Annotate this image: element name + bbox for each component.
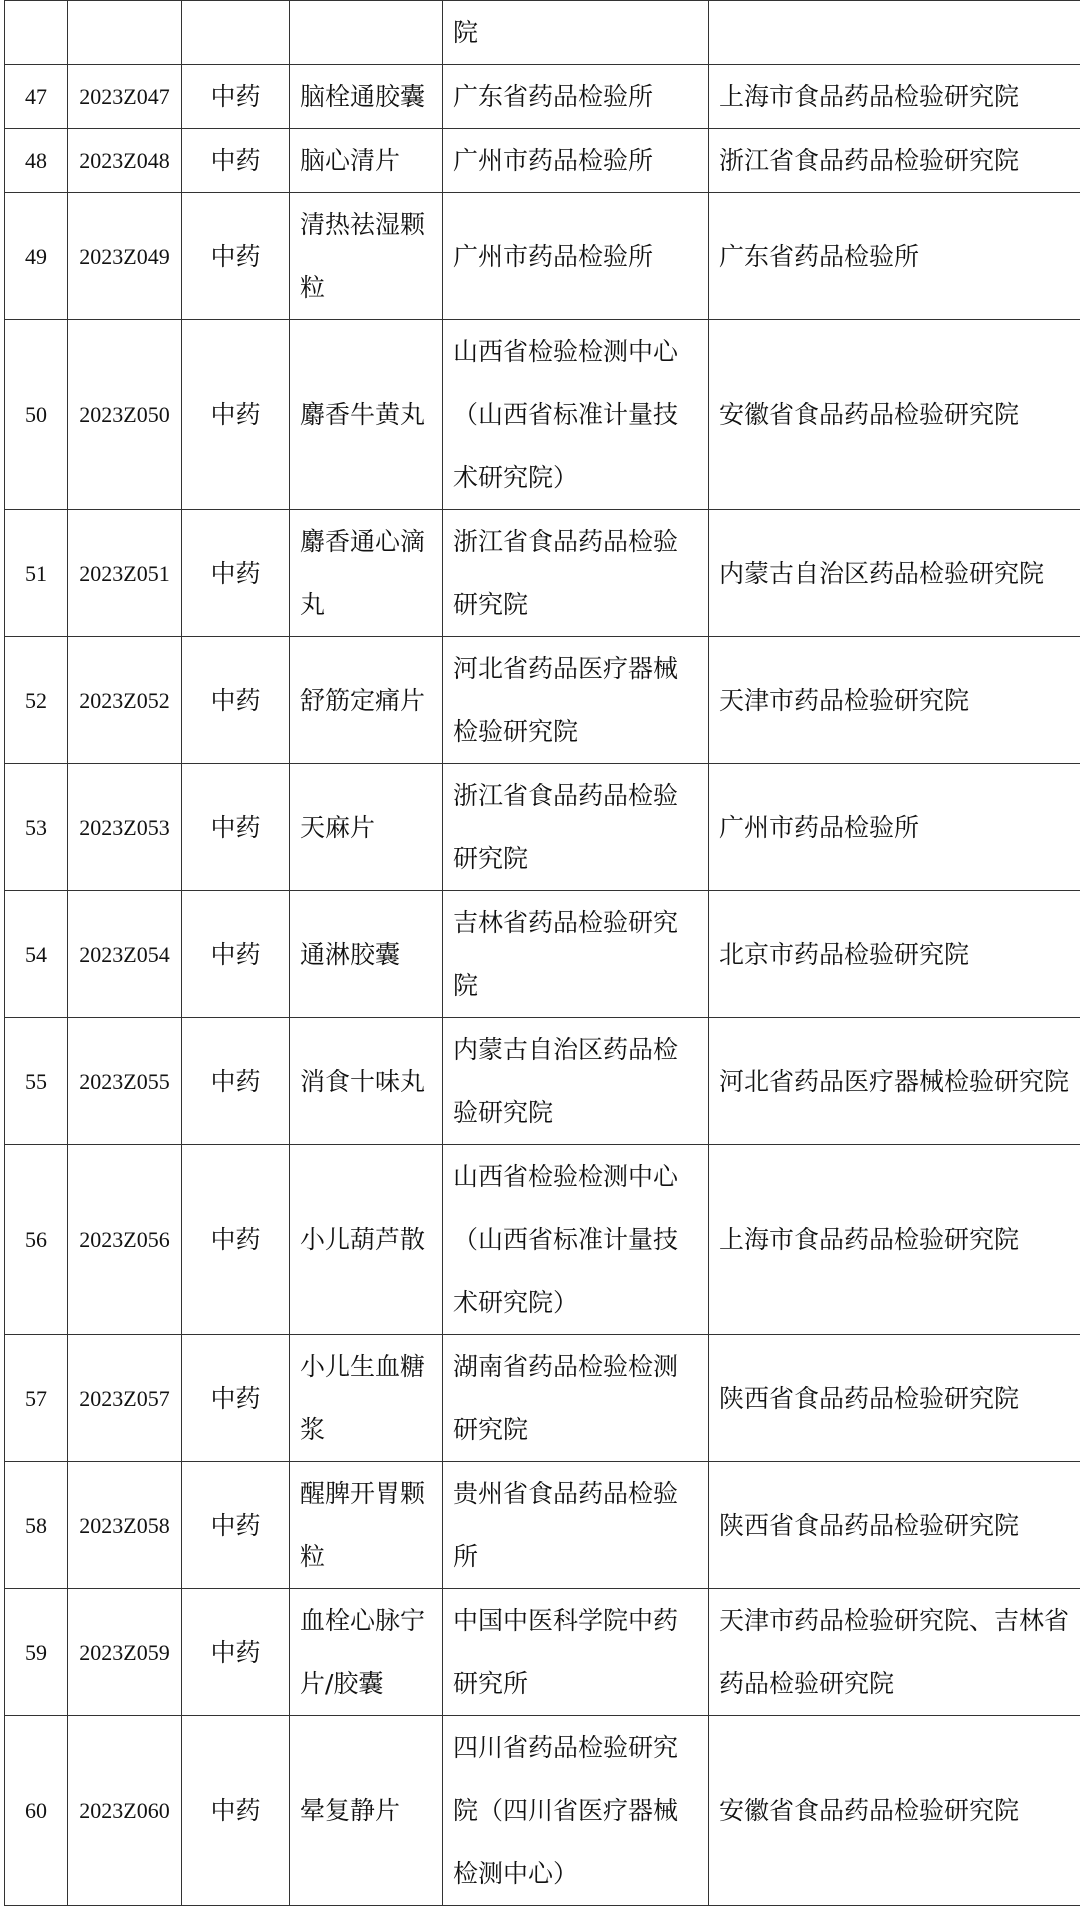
cell-no: 57 [5, 1335, 68, 1462]
cell-code: 2023Z059 [68, 1589, 182, 1716]
cell-sampling-unit: 贵州省食品药品检验所 [443, 1462, 709, 1589]
cell-testing-unit: 内蒙古自治区药品检验研究院 [709, 510, 1080, 637]
cell-sampling-unit: 吉林省药品检验研究院 [443, 891, 709, 1018]
cell-name: 血栓心脉宁片/胶囊 [290, 1589, 443, 1716]
cell-code: 2023Z060 [68, 1716, 182, 1906]
cell-sampling-unit: 内蒙古自治区药品检验研究院 [443, 1018, 709, 1145]
cell-category: 中药 [182, 1018, 290, 1145]
cell-category: 中药 [182, 891, 290, 1018]
cell-name: 小儿葫芦散 [290, 1145, 443, 1335]
cell-code: 2023Z051 [68, 510, 182, 637]
cell-code: 2023Z053 [68, 764, 182, 891]
table-row [5, 1335, 1080, 1462]
cell-testing-unit: 安徽省食品药品检验研究院 [709, 320, 1080, 510]
cell-name: 清热祛湿颗粒 [290, 193, 443, 320]
cell-category: 中药 [182, 320, 290, 510]
cell-code: 2023Z047 [68, 65, 182, 129]
cell-code: 2023Z056 [68, 1145, 182, 1335]
table-row-continued [5, 1, 1080, 65]
cell-testing-unit: 广州市药品检验所 [709, 764, 1080, 891]
table-row [5, 1716, 1080, 1906]
cell-category: 中药 [182, 65, 290, 129]
cell-no: 52 [5, 637, 68, 764]
cell-no: 54 [5, 891, 68, 1018]
cell-no: 53 [5, 764, 68, 891]
cell-no: 49 [5, 193, 68, 320]
cell-sampling-unit: 浙江省食品药品检验研究院 [443, 764, 709, 891]
cell-testing-unit: 安徽省食品药品检验研究院 [709, 1716, 1080, 1906]
cell-no: 48 [5, 129, 68, 193]
cell-testing-unit: 河北省药品医疗器械检验研究院 [709, 1018, 1080, 1145]
cell-code: 2023Z058 [68, 1462, 182, 1589]
cell-testing-unit: 上海市食品药品检验研究院 [709, 1145, 1080, 1335]
cell-category [182, 1, 290, 65]
drug-sampling-table [4, 0, 1080, 1906]
cell-no: 47 [5, 65, 68, 129]
cell-sampling-unit: 山西省检验检测中心（山西省标准计量技术研究院） [443, 320, 709, 510]
cell-sampling-unit: 湖南省药品检验检测研究院 [443, 1335, 709, 1462]
cell-category: 中药 [182, 764, 290, 891]
cell-name: 通淋胶囊 [290, 891, 443, 1018]
cell-name: 小儿生血糖浆 [290, 1335, 443, 1462]
table-row [5, 65, 1080, 129]
table-row [5, 891, 1080, 1018]
cell-no: 51 [5, 510, 68, 637]
cell-sampling-unit: 院 [443, 1, 709, 65]
cell-sampling-unit: 四川省药品检验研究院（四川省医疗器械检测中心） [443, 1716, 709, 1906]
cell-code: 2023Z054 [68, 891, 182, 1018]
cell-testing-unit: 天津市药品检验研究院 [709, 637, 1080, 764]
table-row [5, 1462, 1080, 1589]
cell-no: 59 [5, 1589, 68, 1716]
table-row [5, 1589, 1080, 1716]
cell-sampling-unit: 广州市药品检验所 [443, 193, 709, 320]
cell-code: 2023Z052 [68, 637, 182, 764]
table-row [5, 1018, 1080, 1145]
cell-name: 醒脾开胃颗粒 [290, 1462, 443, 1589]
cell-code: 2023Z057 [68, 1335, 182, 1462]
cell-sampling-unit: 河北省药品医疗器械检验研究院 [443, 637, 709, 764]
cell-name: 舒筋定痛片 [290, 637, 443, 764]
cell-name: 麝香通心滴丸 [290, 510, 443, 637]
table-row [5, 1145, 1080, 1335]
cell-testing-unit: 陕西省食品药品检验研究院 [709, 1462, 1080, 1589]
table-row [5, 193, 1080, 320]
cell-sampling-unit: 广东省药品检验所 [443, 65, 709, 129]
cell-name [290, 1, 443, 65]
cell-name: 脑栓通胶囊 [290, 65, 443, 129]
cell-category: 中药 [182, 129, 290, 193]
cell-category: 中药 [182, 193, 290, 320]
table-row [5, 764, 1080, 891]
cell-no [5, 1, 68, 65]
cell-sampling-unit: 山西省检验检测中心（山西省标准计量技术研究院） [443, 1145, 709, 1335]
table-row [5, 637, 1080, 764]
cell-no: 55 [5, 1018, 68, 1145]
cell-name: 消食十味丸 [290, 1018, 443, 1145]
cell-name: 天麻片 [290, 764, 443, 891]
cell-testing-unit: 浙江省食品药品检验研究院 [709, 129, 1080, 193]
cell-testing-unit [709, 1, 1080, 65]
cell-category: 中药 [182, 1589, 290, 1716]
cell-testing-unit: 天津市药品检验研究院、吉林省药品检验研究院 [709, 1589, 1080, 1716]
table-row [5, 510, 1080, 637]
cell-sampling-unit: 浙江省食品药品检验研究院 [443, 510, 709, 637]
cell-code: 2023Z055 [68, 1018, 182, 1145]
cell-testing-unit: 北京市药品检验研究院 [709, 891, 1080, 1018]
cell-testing-unit: 广东省药品检验所 [709, 193, 1080, 320]
cell-name: 晕复静片 [290, 1716, 443, 1906]
table-row [5, 129, 1080, 193]
table-row [5, 320, 1080, 510]
cell-code: 2023Z048 [68, 129, 182, 193]
cell-category: 中药 [182, 637, 290, 764]
cell-category: 中药 [182, 510, 290, 637]
cell-no: 60 [5, 1716, 68, 1906]
cell-testing-unit: 上海市食品药品检验研究院 [709, 65, 1080, 129]
cell-sampling-unit: 广州市药品检验所 [443, 129, 709, 193]
cell-no: 56 [5, 1145, 68, 1335]
cell-no: 50 [5, 320, 68, 510]
cell-name: 麝香牛黄丸 [290, 320, 443, 510]
cell-category: 中药 [182, 1462, 290, 1589]
cell-sampling-unit: 中国中医科学院中药研究所 [443, 1589, 709, 1716]
cell-code [68, 1, 182, 65]
cell-category: 中药 [182, 1716, 290, 1906]
cell-name: 脑心清片 [290, 129, 443, 193]
cell-no: 58 [5, 1462, 68, 1589]
cell-code: 2023Z050 [68, 320, 182, 510]
cell-code: 2023Z049 [68, 193, 182, 320]
cell-testing-unit: 陕西省食品药品检验研究院 [709, 1335, 1080, 1462]
cell-category: 中药 [182, 1145, 290, 1335]
cell-category: 中药 [182, 1335, 290, 1462]
